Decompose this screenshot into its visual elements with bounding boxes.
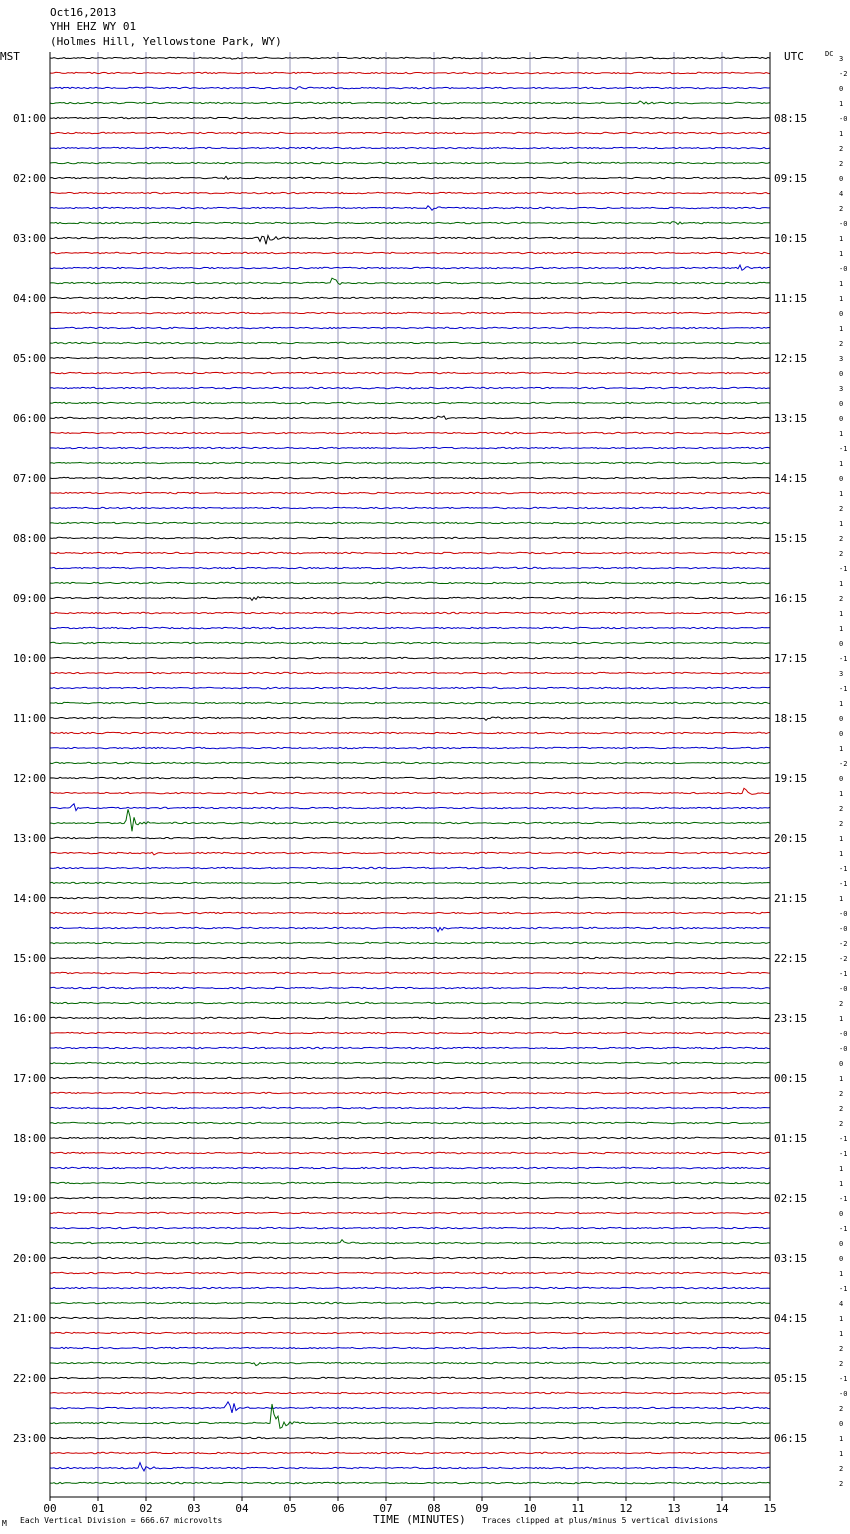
x-tick-label: 10 (523, 1502, 537, 1515)
trace-row (50, 788, 770, 794)
left-hour-label: 02:00 (13, 172, 47, 185)
dc-offset-value: 1 (839, 1450, 844, 1458)
right-hour-label: 03:15 (774, 1252, 808, 1265)
dc-offset-value: -1 (839, 685, 848, 693)
x-tick-label: 04 (235, 1502, 249, 1515)
dc-offset-value: -1 (839, 970, 848, 978)
right-hour-label: 05:15 (774, 1372, 808, 1385)
trace-row (50, 222, 770, 225)
trace-row (50, 1152, 770, 1153)
trace-rows (50, 57, 770, 1483)
trace-row (50, 176, 770, 179)
trace-row (50, 762, 770, 763)
dc-offset-value: 2 (839, 1000, 844, 1008)
trace-row (50, 537, 770, 538)
trace-row (50, 236, 770, 245)
left-hour-label: 22:00 (13, 1372, 47, 1385)
dc-offset-value: 0 (839, 415, 844, 423)
dc-offset-value: 1 (839, 625, 844, 633)
trace-row (50, 627, 770, 628)
dc-offset-value: 1 (839, 280, 844, 288)
dc-offset-value: 1 (839, 1075, 844, 1083)
left-hour-label: 20:00 (13, 1252, 47, 1265)
left-hour-label: 09:00 (13, 592, 47, 605)
x-tick-label: 02 (139, 1502, 153, 1515)
trace-row (50, 1452, 770, 1453)
trace-row (50, 462, 770, 463)
dc-offset-value: -1 (839, 655, 848, 663)
trace-row (50, 432, 770, 433)
left-zone-label: MST (0, 50, 20, 63)
dc-offset-value: -1 (839, 865, 848, 873)
dc-offset-value: 0 (839, 1210, 844, 1218)
dc-offset-value: 2 (839, 505, 844, 513)
left-hour-label: 07:00 (13, 472, 47, 485)
dc-offset-value: -1 (839, 880, 848, 888)
trace-row (50, 507, 770, 508)
dc-offset-value: 2 (839, 1120, 844, 1128)
trace-row (50, 372, 770, 373)
x-tick-label: 11 (571, 1502, 585, 1515)
dc-offset-value: 1 (839, 250, 844, 258)
dc-offset-value: -2 (839, 940, 848, 948)
trace-row (50, 1302, 770, 1303)
dc-offset-value: -0 (839, 1030, 848, 1038)
dc-offset-value: 2 (839, 1480, 844, 1488)
dc-offset-value: 0 (839, 1255, 844, 1263)
trace-row (50, 777, 770, 778)
dc-offset-value: 1 (839, 1165, 844, 1173)
right-hour-label: 21:15 (774, 892, 808, 905)
trace-row (50, 192, 770, 193)
trace-row (50, 387, 770, 388)
left-hour-label: 08:00 (13, 532, 47, 545)
left-hour-label: 11:00 (13, 712, 47, 725)
dc-offset-value: 1 (839, 850, 844, 858)
x-tick-label: 12 (619, 1502, 633, 1515)
x-tick-label: 05 (283, 1502, 297, 1515)
dc-offset-value: 1 (839, 895, 844, 903)
dc-offset-value: 0 (839, 640, 844, 648)
dc-offset-value: 2 (839, 1360, 844, 1368)
left-hour-label: 19:00 (13, 1192, 47, 1205)
trace-row (50, 882, 770, 883)
trace-row (50, 132, 770, 133)
trace-row (50, 809, 770, 831)
trace-row (50, 942, 770, 943)
right-hour-label: 02:15 (774, 1192, 808, 1205)
trace-row (50, 327, 770, 328)
left-hour-label: 01:00 (13, 112, 47, 125)
left-hour-label: 04:00 (13, 292, 47, 305)
right-hour-label: 15:15 (774, 532, 808, 545)
dc-offset-value: 2 (839, 1105, 844, 1113)
trace-row (50, 552, 770, 553)
trace-row (50, 357, 770, 358)
left-hour-label: 12:00 (13, 772, 47, 785)
dc-offset-value: 0 (839, 1060, 844, 1068)
dc-offset-value: 0 (839, 310, 844, 318)
left-hour-label: 21:00 (13, 1312, 47, 1325)
dc-offset-value: -0 (839, 925, 848, 933)
trace-row (50, 1122, 770, 1123)
dc-offset-value: 1 (839, 835, 844, 843)
x-tick-label: 00 (43, 1502, 57, 1515)
dc-offset-value: 1 (839, 1315, 844, 1323)
trace-row (50, 447, 770, 448)
trace-row (50, 1437, 770, 1438)
dc-offset-value: 1 (839, 700, 844, 708)
dc-offset-value: -2 (839, 70, 848, 78)
trace-row (50, 1182, 770, 1183)
left-hour-label: 16:00 (13, 1012, 47, 1025)
right-hour-label: 18:15 (774, 712, 808, 725)
dc-offset-value: -0 (839, 265, 848, 273)
trace-row (50, 732, 770, 733)
dc-offset-value: -2 (839, 955, 848, 963)
dc-offset-value: -0 (839, 1045, 848, 1053)
trace-row (50, 1392, 770, 1393)
dc-offset-value: 0 (839, 370, 844, 378)
trace-row (50, 297, 770, 298)
dc-offset-value: 1 (839, 580, 844, 588)
trace-row (50, 987, 770, 988)
trace-row (50, 342, 770, 343)
dc-offset-value: -2 (839, 760, 848, 768)
trace-row (50, 1047, 770, 1048)
trace-row (50, 717, 770, 720)
right-hour-label: 16:15 (774, 592, 808, 605)
trace-row (50, 927, 770, 931)
dc-offset-value: 1 (839, 1330, 844, 1338)
dc-offset-value: 1 (839, 610, 844, 618)
dc-offset-value: 1 (839, 790, 844, 798)
right-hour-label: 17:15 (774, 652, 808, 665)
dc-offset-value: -1 (839, 1150, 848, 1158)
x-tick-label: 08 (427, 1502, 441, 1515)
x-tick-label: 07 (379, 1502, 393, 1515)
trace-row (50, 252, 770, 253)
dc-offset-value: 1 (839, 520, 844, 528)
dc-offset-value: -1 (839, 565, 848, 573)
dc-offset-value: 1 (839, 490, 844, 498)
header-date: Oct16,2013 (50, 6, 117, 19)
trace-row (50, 612, 770, 613)
trace-row (50, 206, 770, 210)
dc-offset-value: 1 (839, 325, 844, 333)
left-hour-label: 18:00 (13, 1132, 47, 1145)
trace-row (50, 1347, 770, 1348)
x-tick-label: 13 (667, 1502, 681, 1515)
dc-offset-value: 2 (839, 340, 844, 348)
dc-offset-value: 0 (839, 85, 844, 93)
trace-row (50, 1377, 770, 1378)
dc-offset-value: 2 (839, 1465, 844, 1473)
trace-row (50, 1362, 770, 1365)
left-hour-label: 14:00 (13, 892, 47, 905)
trace-row (50, 957, 770, 958)
dc-offset-column (839, 55, 847, 1488)
trace-row (50, 312, 770, 313)
trace-row (50, 1402, 770, 1413)
trace-row (50, 72, 770, 73)
dc-offset-value: 1 (839, 430, 844, 438)
dc-offset-value: 0 (839, 1420, 844, 1428)
dc-offset-value: -0 (839, 1390, 848, 1398)
x-axis-title: TIME (MINUTES) (373, 1513, 466, 1526)
dc-offset-value: 2 (839, 805, 844, 813)
header-station: YHH EHZ WY 01 (50, 20, 137, 33)
left-hour-label: 17:00 (13, 1072, 47, 1085)
trace-row (50, 1212, 770, 1213)
dc-offset-value: -1 (839, 1135, 848, 1143)
trace-row (50, 416, 770, 419)
trace-row (50, 1257, 770, 1258)
trace-row (50, 804, 770, 811)
dc-offset-value: 2 (839, 205, 844, 213)
left-hour-label: 06:00 (13, 412, 47, 425)
dc-offset-value: 2 (839, 550, 844, 558)
dc-offset-value: 0 (839, 475, 844, 483)
trace-row (50, 402, 770, 403)
dc-offset-value: 1 (839, 1180, 844, 1188)
trace-row (50, 477, 770, 478)
dc-offset-value: 4 (839, 190, 844, 198)
trace-row (50, 837, 770, 838)
dc-offset-value: 2 (839, 1090, 844, 1098)
trace-row (50, 972, 770, 973)
trace-row (50, 852, 770, 855)
dc-offset-value: 0 (839, 730, 844, 738)
dc-offset-value: 2 (839, 820, 844, 828)
x-tick-label: 01 (91, 1502, 105, 1515)
trace-row (50, 1002, 770, 1003)
trace-row (50, 57, 770, 59)
footer-corner-mark: M (2, 1519, 7, 1528)
dc-offset-value: 4 (839, 1300, 844, 1308)
x-tick-label: 03 (187, 1502, 201, 1515)
right-hour-labels (774, 112, 807, 1445)
dc-offset-value: -0 (839, 115, 848, 123)
trace-row (50, 582, 770, 583)
trace-row (50, 1197, 770, 1198)
dc-offset-value: 2 (839, 1405, 844, 1413)
dc-offset-value: -1 (839, 1195, 848, 1203)
trace-row (50, 642, 770, 643)
dc-offset-value: 3 (839, 55, 844, 63)
trace-row (50, 162, 770, 163)
right-hour-label: 14:15 (774, 472, 808, 485)
trace-row (50, 101, 770, 104)
right-hour-label: 00:15 (774, 1072, 808, 1085)
trace-row (50, 747, 770, 748)
trace-row (50, 867, 770, 868)
dc-offset-value: 2 (839, 535, 844, 543)
trace-row (50, 278, 770, 284)
right-hour-label: 01:15 (774, 1132, 808, 1145)
dc-offset-value: 1 (839, 460, 844, 468)
dc-offset-value: -1 (839, 445, 848, 453)
left-hour-label: 23:00 (13, 1432, 47, 1445)
left-hour-label: 05:00 (13, 352, 47, 365)
x-tick-label: 06 (331, 1502, 345, 1515)
trace-row (50, 87, 770, 90)
dc-offset-value: 1 (839, 235, 844, 243)
left-hour-label: 15:00 (13, 952, 47, 965)
right-hour-label: 04:15 (774, 1312, 808, 1325)
x-tick-label: 14 (715, 1502, 729, 1515)
header-location: (Holmes Hill, Yellowstone Park, WY) (50, 35, 282, 48)
trace-row (50, 1077, 770, 1078)
dc-offset-value: 0 (839, 400, 844, 408)
trace-row (50, 1107, 770, 1108)
trace-row (50, 672, 770, 673)
right-hour-label: 23:15 (774, 1012, 808, 1025)
trace-row (50, 117, 770, 118)
trace-row (50, 1463, 770, 1471)
dc-offset-value: 0 (839, 775, 844, 783)
dc-offset-value: 3 (839, 670, 844, 678)
dc-offset-value: 2 (839, 160, 844, 168)
trace-row (50, 657, 770, 658)
dc-offset-value: 1 (839, 130, 844, 138)
trace-row (50, 1062, 770, 1063)
dc-offset-value: -1 (839, 1285, 848, 1293)
dc-offset-value: 2 (839, 1345, 844, 1353)
right-hour-label: 22:15 (774, 952, 808, 965)
footer-clip-note: Traces clipped at plus/minus 5 vertical divisions (482, 1516, 719, 1525)
dc-offset-value: -1 (839, 1225, 848, 1233)
right-hour-label: 20:15 (774, 832, 808, 845)
trace-row (50, 597, 770, 601)
dc-offset-value: 1 (839, 295, 844, 303)
trace-row (50, 1317, 770, 1318)
dc-offset-value: -0 (839, 220, 848, 228)
trace-row (50, 897, 770, 898)
dc-offset-value: 1 (839, 1435, 844, 1443)
right-zone-label: UTC (784, 50, 804, 63)
right-hour-label: 12:15 (774, 352, 808, 365)
trace-row (50, 147, 770, 148)
trace-row (50, 567, 770, 568)
trace-row (50, 1032, 770, 1033)
dc-offset-value: 2 (839, 595, 844, 603)
trace-row (50, 265, 770, 270)
dc-offset-value: 0 (839, 175, 844, 183)
trace-row (50, 687, 770, 688)
x-tick-label: 09 (475, 1502, 489, 1515)
dc-offset-value: 1 (839, 1270, 844, 1278)
trace-row (50, 1287, 770, 1288)
right-hour-label: 09:15 (774, 172, 808, 185)
trace-row (50, 522, 770, 523)
right-hour-label: 13:15 (774, 412, 808, 425)
left-hour-label: 10:00 (13, 652, 47, 665)
dc-offset-value: 3 (839, 355, 844, 363)
trace-row (50, 1227, 770, 1228)
trace-row (50, 1240, 770, 1244)
trace-row (50, 1332, 770, 1333)
trace-row (50, 1167, 770, 1169)
trace-row (50, 912, 770, 913)
dc-offset-value: 0 (839, 1240, 844, 1248)
right-hour-label: 11:15 (774, 292, 808, 305)
left-hour-label: 03:00 (13, 232, 47, 245)
dc-offset-value: 1 (839, 100, 844, 108)
dc-offset-value: 1 (839, 745, 844, 753)
trace-row (50, 1017, 770, 1018)
trace-row (50, 1272, 770, 1273)
x-tick-label: 15 (763, 1502, 777, 1515)
dc-offset-value: 0 (839, 715, 844, 723)
trace-row (50, 1137, 770, 1138)
left-hour-label: 13:00 (13, 832, 47, 845)
dc-label: DC (825, 50, 834, 58)
dc-offset-value: -0 (839, 910, 848, 918)
dc-offset-value: 1 (839, 1015, 844, 1023)
left-hour-labels (13, 112, 46, 1445)
trace-row (50, 1482, 770, 1483)
footer-scale-note: Each Vertical Division = 666.67 microvolts (20, 1516, 223, 1525)
trace-row (50, 492, 770, 493)
dc-offset-value: -0 (839, 985, 848, 993)
right-hour-label: 06:15 (774, 1432, 808, 1445)
dc-offset-value: 3 (839, 385, 844, 393)
right-hour-label: 19:15 (774, 772, 808, 785)
trace-row (50, 702, 770, 703)
dc-offset-value: -1 (839, 1375, 848, 1383)
trace-row (50, 1092, 770, 1093)
dc-offset-value: 2 (839, 145, 844, 153)
right-hour-label: 08:15 (774, 112, 808, 125)
right-hour-label: 10:15 (774, 232, 808, 245)
